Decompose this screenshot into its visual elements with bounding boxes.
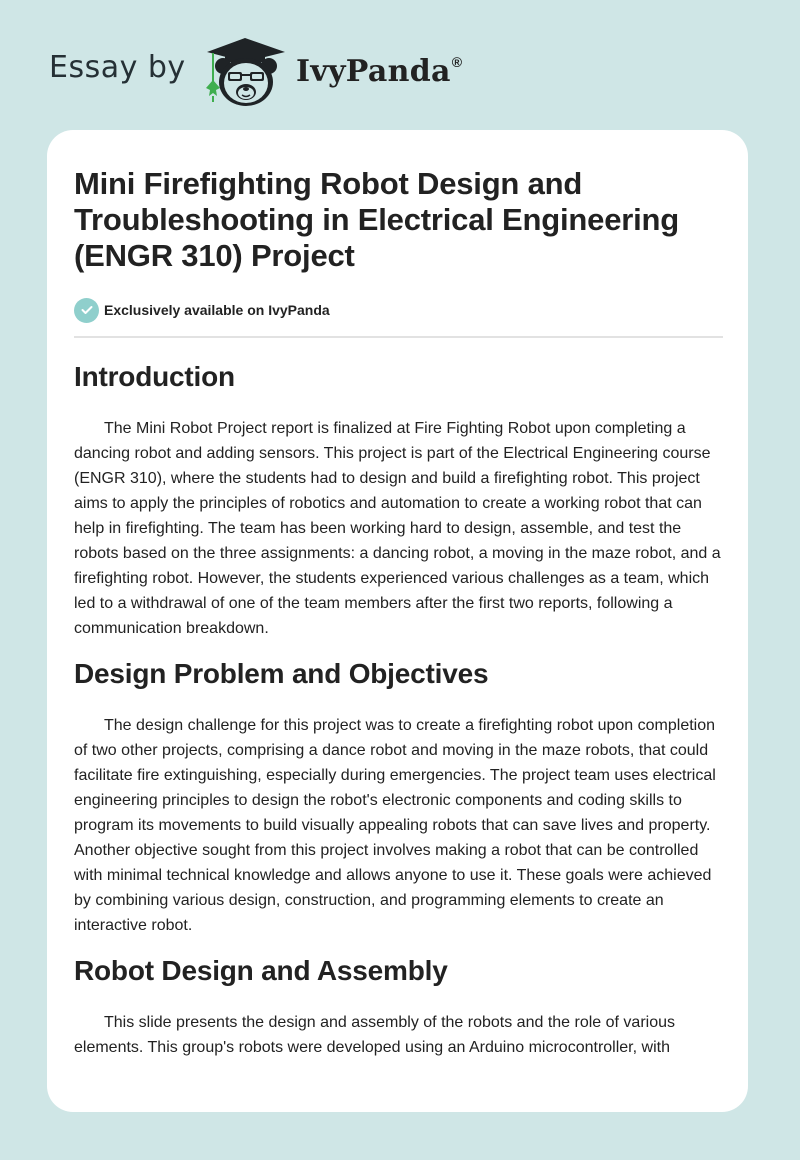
divider <box>74 336 723 338</box>
section-paragraph-robot-design: This slide presents the design and assembly of the robots and the role of various elements. This group's robots were developed using an Arduino microcontroller, with <box>74 1014 675 1056</box>
panda-logo-icon[interactable] <box>203 36 289 108</box>
section-paragraph-introduction: The Mini Robot Project report is finalized at Fire Fighting Robot upon completing a dancing robot and adding sensors. This project is part of the Electrical Engineering course (ENGR 310), where the students had to design and build a firefighting robot. This project aims to apply the principles of robotics and automation to create a working robot that can help in firefighting. The team has been working hard to design, assemble, and test the robots based on the three assignments: a dancing robot, a moving in the maze robot, and a firefighting robot. However, the students experienced various challenges as a team, which led to a withdrawal of one of the team members after the first two reports, following a communication breakdown. <box>74 420 721 637</box>
brand-name[interactable] <box>296 54 462 89</box>
section-heading-robot-design: Robot Design and Assembly <box>74 955 448 986</box>
essay-card <box>47 130 748 1112</box>
essay-by-label: Essay by <box>49 50 186 85</box>
brand-name-text: IvyPanda <box>296 54 451 89</box>
registered-mark: ® <box>451 54 463 70</box>
exclusive-label: Exclusively available on IvyPanda <box>104 302 330 318</box>
section-paragraph-design-problem: The design challenge for this project was to create a firefighting robot upon completion of two other projects, comprising a dance robot and moving in the maze robots, that could facilitate fire extinguishing, especially during emergencies. The project team uses electrical engineering principles to design the robot's electronic components and coding skills to program its movements to build visually appealing robots that can save lives and property. Another objective sought from this project involves making a robot that can be controlled with minimal technical knowledge and allows anyone to use it. These goals were achieved by combining various design, construction, and programming elements to create an interactive robot. <box>74 717 716 934</box>
page-title: Mini Firefighting Robot Design and Troubleshooting in Electrical Engineering (ENGR 310) Project <box>74 166 679 273</box>
exclusive-badge <box>74 297 722 323</box>
check-circle-icon <box>74 298 99 323</box>
section-heading-introduction: Introduction <box>74 361 235 392</box>
section-heading-design-problem: Design Problem and Objectives <box>74 658 489 689</box>
site-header <box>0 0 800 130</box>
